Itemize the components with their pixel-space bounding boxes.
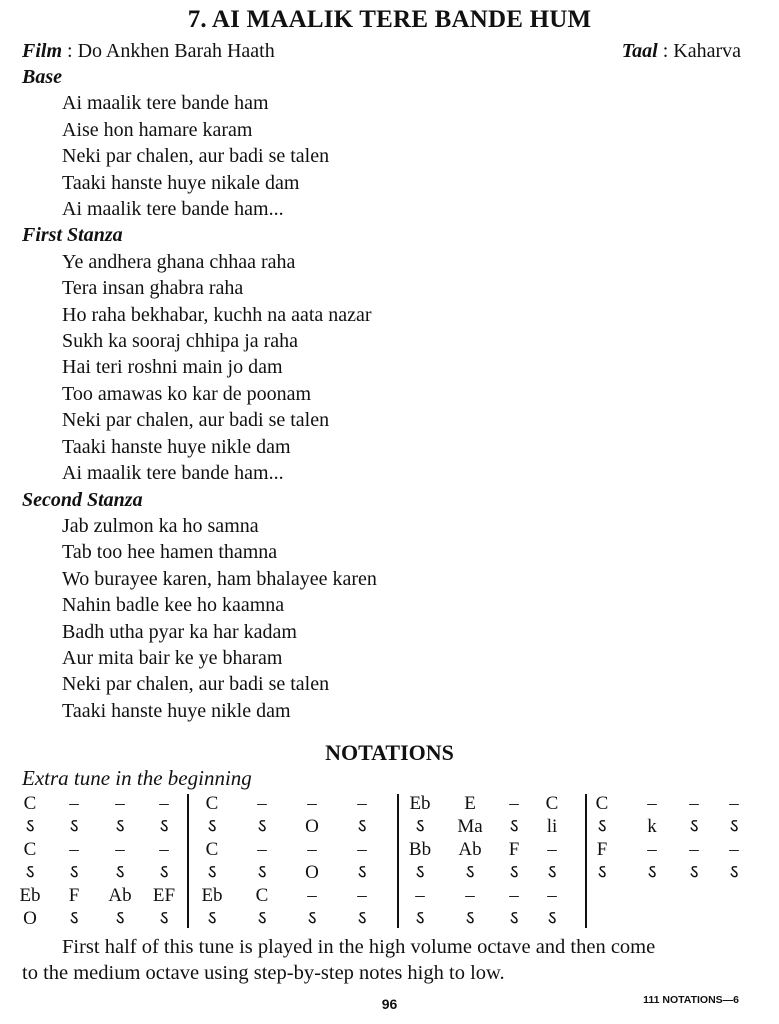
tune-note [22,934,762,986]
footer-reference: 111 NOTATIONS—6 [643,994,739,1006]
notation-cell: ऽ [69,862,79,883]
notation-cell: ऽ [115,862,125,883]
lyric-line: Tab too hee hamen thamna [62,541,278,564]
notation-cell: – [115,839,125,860]
taal-info [622,40,741,63]
notation-cell: Eb [409,793,431,814]
notation-cell: ऽ [597,816,607,837]
notation-cell: – [689,793,699,814]
notation-cell: ऽ [509,908,519,929]
notation-cell: C [545,793,559,814]
notation-cell: – [465,885,475,906]
notation-cell: ऽ [415,908,425,929]
notation-cell: ऽ [509,816,519,837]
section-heading: First Stanza [22,224,123,247]
notation-cell: – [69,839,79,860]
lyric-line: Taaki hanste huye nikle dam [62,435,291,458]
notation-cell: Ab [458,839,482,860]
notation-cell: ऽ [357,862,367,883]
lyric-line: Ai maalik tere bande ham [62,92,269,115]
lyric-line: Ho raha bekhabar, kuchh na aata nazar [62,303,372,326]
notation-cell: – [307,793,317,814]
notation-cell: – [509,793,519,814]
lyric-line: Aise hon hamare karam [62,118,253,141]
lyric-line: Badh utha pyar ka har kadam [62,620,297,643]
lyric-line: Neki par chalen, aur badi se talen [62,145,330,168]
film-value: : Do Ankhen Barah Haath [62,40,275,62]
notation-cell: F [508,839,520,860]
lyrics-block [22,64,762,724]
notation-cell: ऽ [115,908,125,929]
notation-cell: O [305,862,319,883]
lyric-line: Ai maalik tere bande ham... [62,198,284,221]
notation-cell: – [257,839,267,860]
notation-cell: ऽ [729,816,739,837]
film-info [22,40,275,63]
tune-note-line: First half of this tune is played in the high volume octave and then come [62,936,656,958]
notation-cell: ऽ [689,816,699,837]
page-number: 96 [381,996,398,1012]
notation-cell: – [307,885,317,906]
notation-cell: C [23,839,37,860]
notation-cell: – [729,793,739,814]
notation-cell: ऽ [547,908,557,929]
bar-line [397,794,399,928]
lyric-line: Nahin badle kee ho kaamna [62,594,285,617]
notation-cell: ऽ [207,908,217,929]
notation-cell: – [729,839,739,860]
notation-cell: ऽ [207,816,217,837]
lyric-line: Ye andhera ghana chhaa raha [62,250,296,273]
notation-cell: C [255,885,269,906]
taal-value: : Kaharva [657,40,741,62]
notation-cell: ऽ [69,908,79,929]
lyric-line: Aur mita bair ke ye bharam [62,646,283,669]
notation-grid [19,792,739,930]
lyrics-section [22,487,762,725]
notation-cell: Ma [457,816,483,837]
lyric-line: Neki par chalen, aur badi se talen [62,409,330,432]
lyric-line: Neki par chalen, aur badi se talen [62,673,330,696]
notation-cell: ऽ [597,862,607,883]
lyric-line: Wo burayee karen, ham bhalayee karen [62,567,377,590]
lyric-line: Too amawas ko kar de poonam [62,382,312,405]
lyric-line: Hai teri roshni main jo dam [62,356,283,379]
notation-cell: – [509,885,519,906]
section-heading: Base [22,66,62,88]
notation-cell: ऽ [207,862,217,883]
notation-cell: – [415,885,425,906]
notation-cell: – [69,793,79,814]
notation-cell: – [547,885,557,906]
notation-cell: F [596,839,608,860]
notation-cell: C [23,793,37,814]
notation-cell: – [357,793,367,814]
notation-cell: ऽ [465,908,475,929]
notation-cell: – [115,793,125,814]
notation-cell: F [68,885,80,906]
notation-cell: ऽ [729,862,739,883]
notation-cell: O [23,908,37,929]
lyric-line: Tera insan ghabra raha [62,277,244,300]
lyric-line: Jab zulmon ka ho samna [62,514,259,537]
notation-cell: E [464,793,476,814]
bar-line [585,794,587,928]
extra-tune-label: Extra tune in the beginning [22,766,252,790]
notation-cell: Ab [108,885,132,906]
notation-cell: ऽ [159,816,169,837]
notation-cell: Eb [201,885,223,906]
notation-cell: – [647,839,657,860]
notation-cell: ऽ [307,908,317,929]
notation-cell: ऽ [115,816,125,837]
notation-cell: ऽ [415,816,425,837]
notation-cell: ऽ [647,862,657,883]
notation-cell: ऽ [257,816,267,837]
lyrics-section [22,64,762,222]
lyrics-section [22,222,762,486]
notation-cell: – [159,793,169,814]
notation-cell: C [205,793,219,814]
notation-cell: ऽ [69,816,79,837]
lyric-line: Taaki hanste huye nikle dam [62,699,291,722]
notation-cell: ऽ [357,908,367,929]
notation-cell: ऽ [257,908,267,929]
notation-cell: C [595,793,609,814]
notation-cell: C [205,839,219,860]
notation-cell: EF [152,885,176,906]
notation-cell: ऽ [357,816,367,837]
notation-cell: ऽ [547,862,557,883]
notation-cell: – [159,839,169,860]
notation-cell: ऽ [25,862,35,883]
notation-cell: ऽ [257,862,267,883]
notation-cell: O [305,816,319,837]
notation-cell: k [647,816,657,837]
notation-cell: ऽ [689,862,699,883]
notation-cell: ऽ [465,862,475,883]
lyric-line: Sukh ka sooraj chhipa ja raha [62,330,299,353]
notation-cell: – [257,793,267,814]
notation-cell: – [357,885,367,906]
bar-line [187,794,189,928]
lyric-line: Ai maalik tere bande ham... [62,462,284,485]
notation-cell: ऽ [159,908,169,929]
notation-cell: ऽ [159,862,169,883]
notation-cell: – [689,839,699,860]
tune-note-line: to the medium octave using step-by-step notes high to low. [22,962,505,984]
notation-cell: – [647,793,657,814]
notation-cell: Bb [408,839,432,860]
notation-cell: – [307,839,317,860]
notation-cell: ऽ [25,816,35,837]
notation-cell: – [357,839,367,860]
section-heading: Second Stanza [22,488,143,511]
song-title: 7. AI MAALIK TERE BANDE HUM [187,6,592,33]
notations-heading: NOTATIONS [325,740,454,765]
notation-cell: li [546,816,558,837]
taal-label: Taal [621,40,658,62]
notation-cell: ऽ [415,862,425,883]
notation-cell: ऽ [509,862,519,883]
notation-cell: Eb [19,885,41,906]
notation-cell: – [547,839,557,860]
lyric-line: Taaki hanste huye nikale dam [62,171,300,194]
film-label: Film [22,40,63,62]
